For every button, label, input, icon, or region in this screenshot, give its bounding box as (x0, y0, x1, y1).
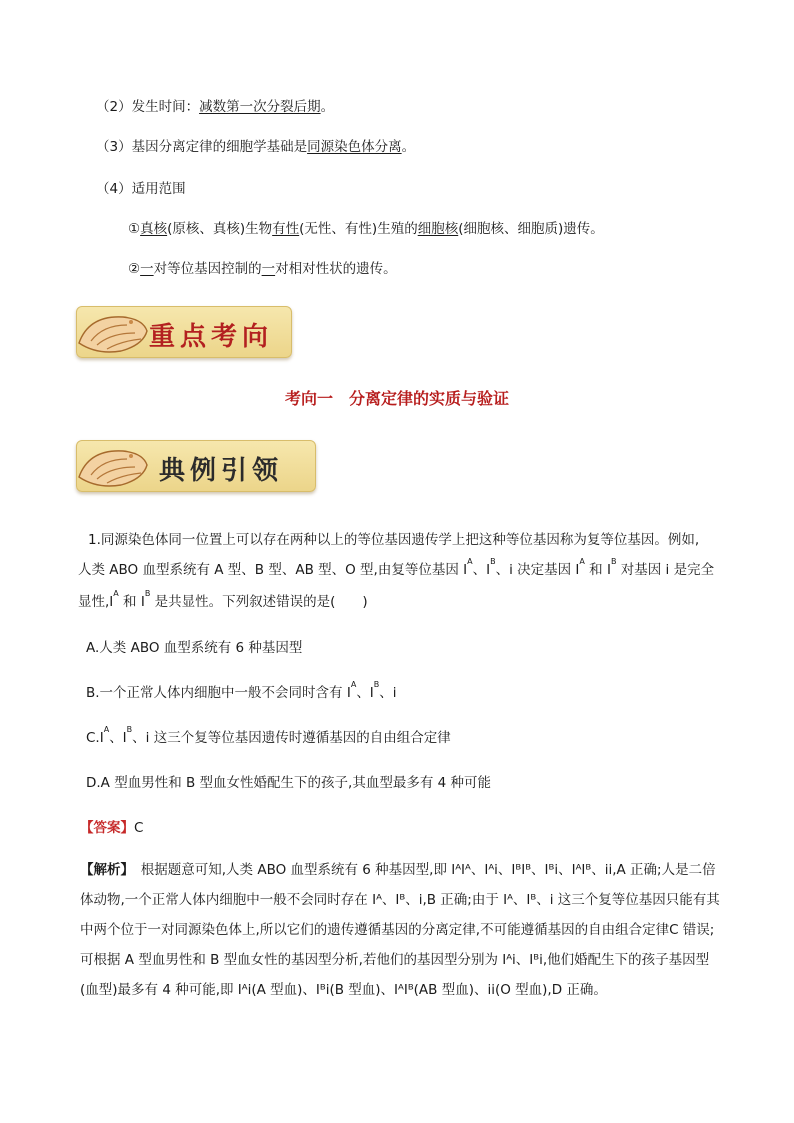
underlined-answer: 真核 (140, 221, 168, 237)
intro-line-4: （4）适用范围 (96, 181, 186, 197)
text: 对等位基因控制的 (153, 261, 262, 277)
text: 、i (379, 685, 397, 701)
analysis-paragraph (80, 855, 720, 1005)
underlined-answer: 减数第一次分裂后期 (199, 99, 321, 115)
underlined-answer: 细胞核 (417, 221, 459, 237)
superscript: B (490, 557, 496, 566)
superscript: A (467, 557, 473, 566)
superscript: B (144, 589, 151, 598)
intro-line-3 (96, 135, 415, 155)
text: 对相对性状的遗传。 (275, 261, 397, 277)
option-a: A.人类 ABO 血型系统有 6 种基因型 (86, 640, 303, 656)
underlined-answer: 一 (140, 261, 154, 277)
superscript: B (126, 725, 133, 734)
underlined-answer: 一 (261, 261, 276, 277)
text: 是共显性。下列叙述错误的是( ) (150, 594, 368, 610)
underlined-answer: 有性 (272, 221, 300, 237)
intro-line-2 (96, 95, 334, 115)
text: 和 I (118, 594, 145, 610)
text: (细胞核、细胞质)遗传。 (458, 221, 604, 237)
text: 、I (356, 685, 374, 701)
text: （3）基因分离定律的细胞学基础是 (96, 139, 308, 155)
option-c (86, 726, 451, 746)
text: 、i 这三个复等位基因遗传时遵循基因的自由组合定律 (132, 730, 451, 746)
text: 、I (109, 730, 127, 746)
text: ② (128, 261, 141, 277)
superscript: B (373, 680, 380, 689)
question-line-2 (78, 558, 714, 578)
option-d: D.A 型血男性和 B 型血女性婚配生下的孩子,其血型最多有 4 种可能 (86, 775, 492, 791)
text: B.一个正常人体内细胞中一般不会同时含有 I (86, 685, 351, 701)
question-line-1: 1.同源染色体同一位置上可以存在两种以上的等位基因遗传学上把这种等位基因称为复等位基因。例如, (88, 532, 700, 548)
intro-line-5 (128, 217, 604, 237)
key-points-badge (76, 306, 292, 358)
analysis-tag: 【解析】 (80, 862, 128, 878)
answer-line (80, 816, 143, 836)
superscript: A (350, 680, 357, 689)
conch-shell-icon (73, 443, 153, 493)
question-line-3 (78, 590, 368, 610)
text: 人类 ABO 血型系统有 A 型、B 型、AB 型、O 型,由复等位基因 I (78, 562, 468, 578)
superscript: A (113, 589, 119, 598)
text: 、i 决定基因 I (495, 562, 580, 578)
answer-value: C (134, 820, 144, 836)
intro-line-6 (128, 257, 397, 277)
text: 。 (401, 139, 416, 155)
text: （2）发生时间： (96, 99, 200, 115)
answer-tag: 【答案】 (80, 820, 134, 836)
example-badge (76, 440, 316, 492)
text: 和 I (584, 562, 611, 578)
text: 、I (472, 562, 491, 578)
conch-shell-icon (73, 309, 153, 359)
superscript: B (610, 557, 617, 566)
key-points-title: 重点考向 (149, 322, 274, 352)
text: 显性,I (78, 594, 114, 610)
text: 。 (320, 99, 335, 115)
underlined-answer: 同源染色体分离 (307, 139, 402, 155)
section-title: 考向一 分离定律的实质与验证 (284, 389, 509, 408)
text: ① (128, 221, 141, 237)
example-title: 典例引领 (159, 456, 284, 486)
text: C.I (86, 730, 104, 746)
text: 对基因 i 是完全 (616, 562, 715, 578)
text: (原核、真核)生物 (167, 221, 273, 237)
analysis-text: 根据题意可知,人类 ABO 血型系统有 6 种基因型,即 IᴬIᴬ、Iᴬi、IᴮIᴮ、Iᴮi、IᴬIᴮ、ii,A 正确;人是二倍体动物,一个正常人体内细胞中一般不会同时存在 Iᴬ、Iᴮ、i,B 正确;由于 Iᴬ、Iᴮ、i 这三个复等位基因只能有其中两个位于一对同源染色体上,所以它们的遗传遵循基因的分离定律,不可能遵循基因的自由组合定律C 错误;可根据 A 型血男性和 B 型血女性的基因型分析,若他们的基因型分别为 Iᴬi、Iᴮi,他们婚配生下的孩子基因型(血型)最多有 4 种可能,即 Iᴬi(A 型血)、Iᴮi(B 型血)、IᴬIᴮ(AB 型血)、ii(O 型血),D 正确。 (80, 862, 720, 998)
option-b (86, 681, 397, 701)
text: (无性、有性)生殖的 (299, 221, 418, 237)
superscript: A (103, 725, 110, 734)
superscript: A (579, 557, 585, 566)
